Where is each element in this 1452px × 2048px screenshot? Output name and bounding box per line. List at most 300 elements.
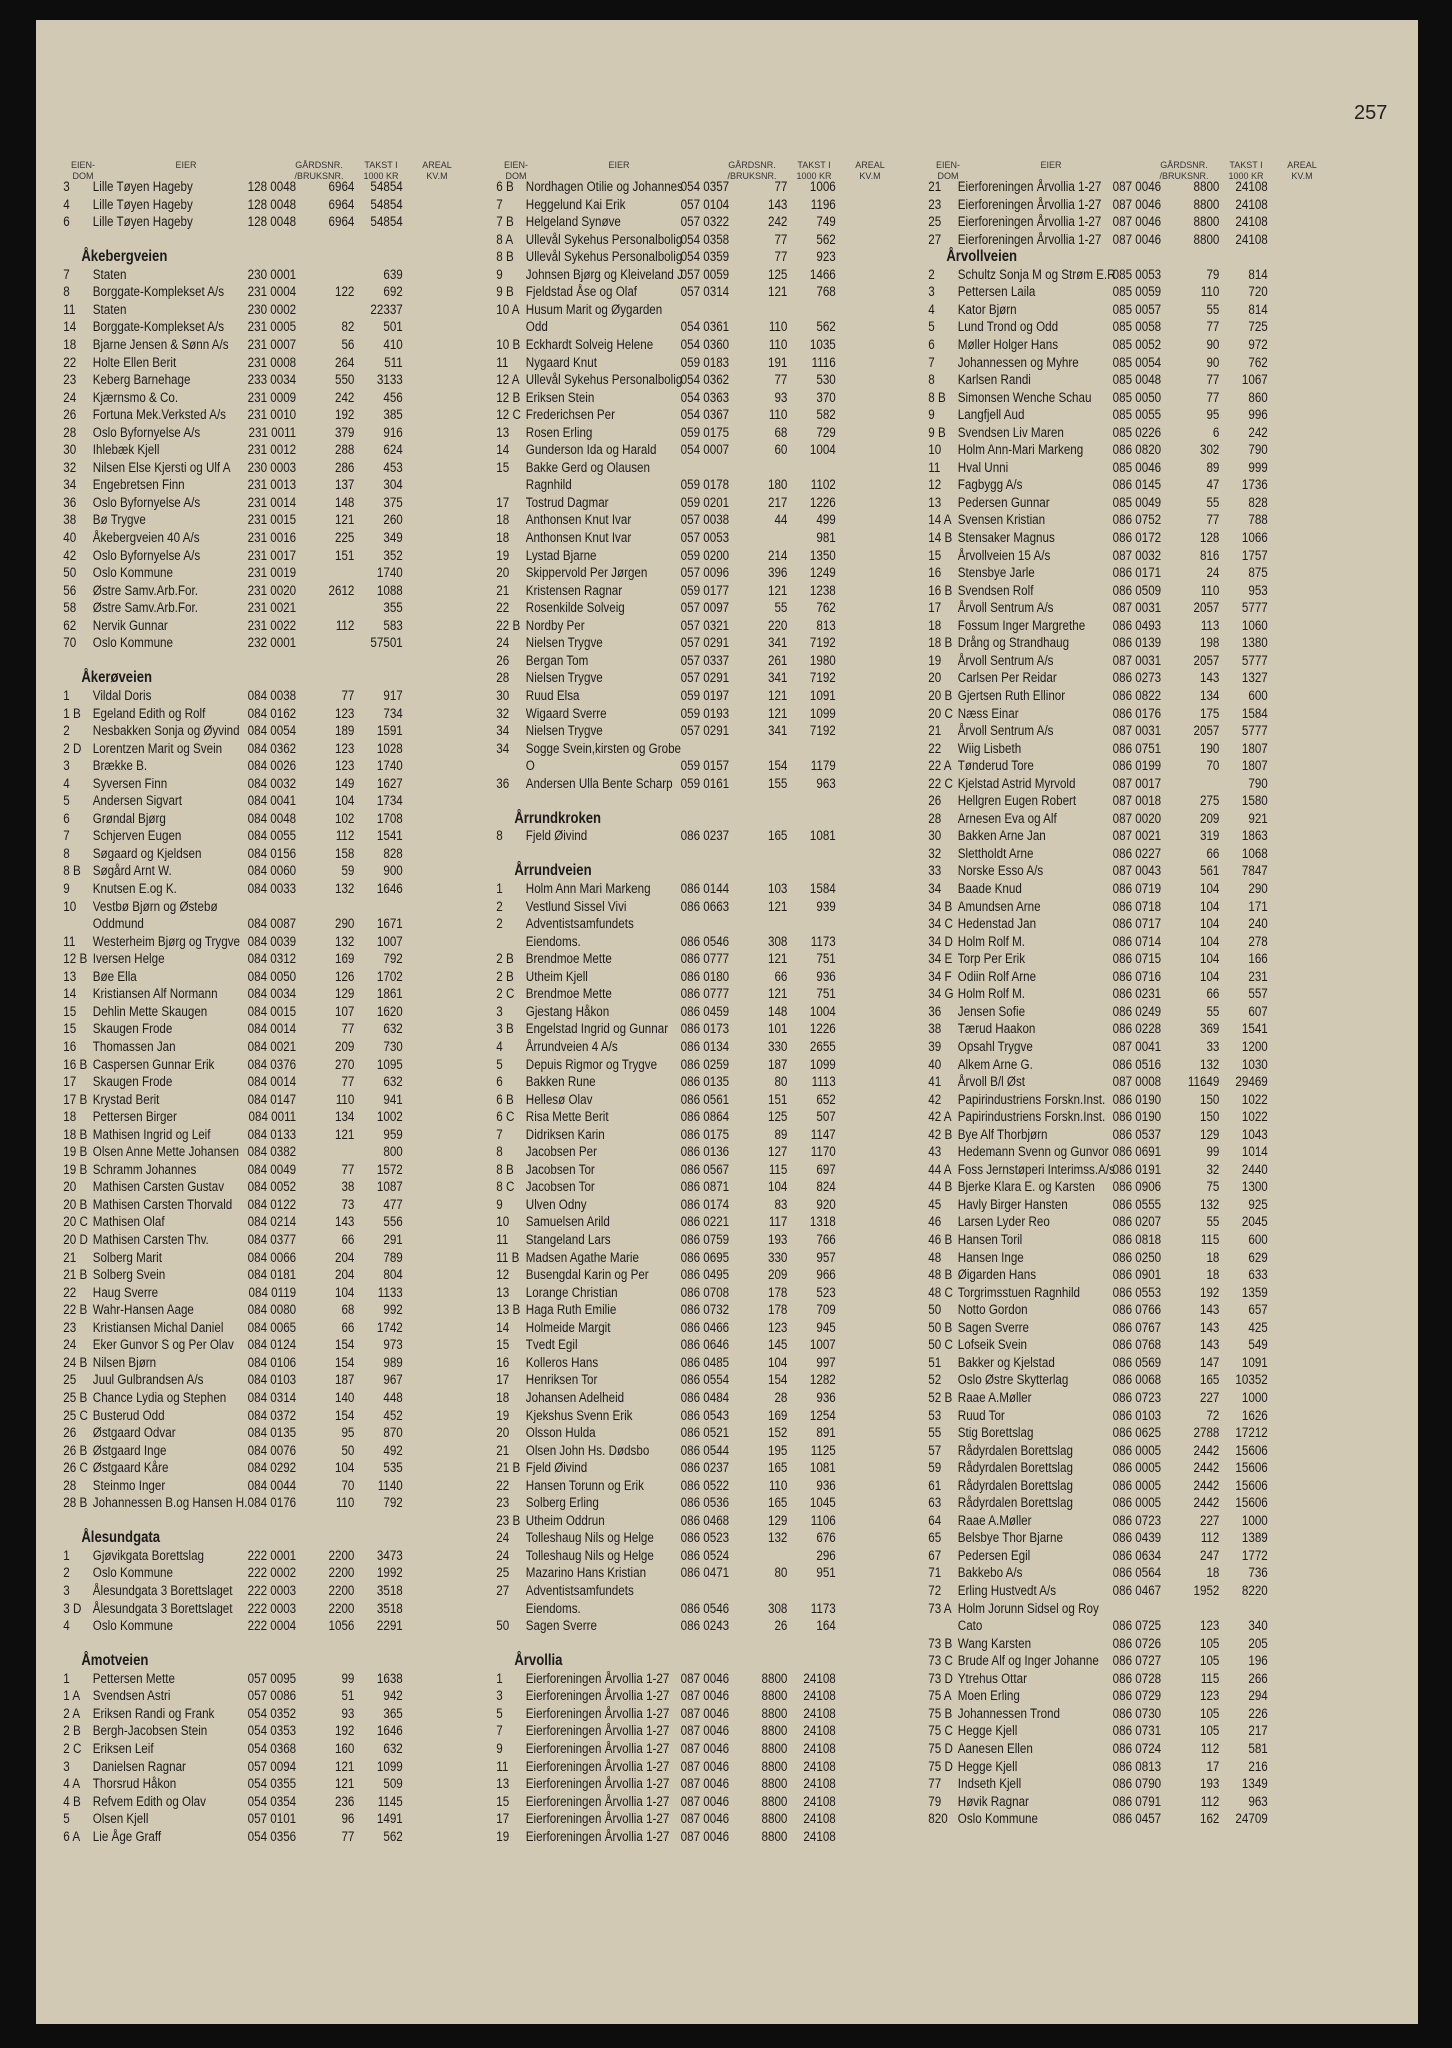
areal-value: 1591 xyxy=(376,723,403,740)
takst-value: 68 xyxy=(774,424,788,441)
takst-value: 155 xyxy=(767,775,788,792)
property-row xyxy=(60,582,445,600)
gardsnr-value: 086 0625 xyxy=(1112,1425,1162,1442)
eiendom-header: EIEN-DOM xyxy=(935,160,960,181)
owner-name: Rådyrdalen Borettslag xyxy=(957,1477,1073,1494)
gardsnr-value: 086 0646 xyxy=(680,1337,730,1354)
property-row xyxy=(60,617,445,635)
areal-value: 1389 xyxy=(1241,1530,1268,1547)
takst-value: 80 xyxy=(774,1074,788,1091)
areal-value: 226 xyxy=(1248,1705,1268,1722)
gardsnr-value: 128 0048 xyxy=(247,179,297,195)
house-number: 21 xyxy=(928,179,942,195)
property-row xyxy=(925,459,1310,477)
house-number: 10 xyxy=(928,442,942,459)
property-row xyxy=(493,196,878,214)
house-number: 4 B xyxy=(63,1793,81,1810)
takst-value: 220 xyxy=(767,617,788,634)
takst-value: 77 xyxy=(341,1161,355,1178)
areal-value: 365 xyxy=(383,1705,403,1722)
owner-name: Sagen Sverre xyxy=(525,1618,597,1635)
property-row xyxy=(493,1038,878,1056)
house-number: 9 B xyxy=(928,424,946,441)
house-number: 42 A xyxy=(928,1109,952,1126)
house-number: 26 C xyxy=(63,1460,88,1477)
owner-name: Borggate-Komplekset A/s xyxy=(92,284,225,301)
house-number: 24 xyxy=(63,1337,77,1354)
gardsnr-value: 086 0730 xyxy=(1112,1705,1162,1722)
takst-value: 134 xyxy=(334,1109,355,1126)
gardsnr-value: 054 0357 xyxy=(680,179,730,195)
takst-value: 151 xyxy=(334,547,355,564)
areal-value: 624 xyxy=(383,442,403,459)
gardsnr-value: 087 0046 xyxy=(1112,196,1162,213)
owner-name: Oslo Kommune xyxy=(92,1565,173,1582)
owner-name: Haug Sverre xyxy=(92,1284,159,1301)
house-number: 21 xyxy=(496,1442,510,1459)
house-number: 75 D xyxy=(928,1740,953,1757)
takst-value: 204 xyxy=(334,1267,355,1284)
takst-value: 121 xyxy=(767,284,788,301)
owner-name: Westerheim Bjørg og Trygve xyxy=(92,933,241,950)
areal-value: 1254 xyxy=(809,1407,836,1424)
areal-value: 730 xyxy=(383,1038,403,1055)
house-number: 10 A xyxy=(496,301,520,318)
property-row xyxy=(925,985,1310,1003)
house-number: 22 xyxy=(63,1284,77,1301)
takst-value: 127 xyxy=(767,1144,788,1161)
property-row xyxy=(493,1266,878,1284)
takst-value: 214 xyxy=(767,547,788,564)
property-row xyxy=(493,1389,878,1407)
gardsnr-value: 085 0052 xyxy=(1112,336,1162,353)
house-number: 34 xyxy=(496,740,510,757)
areal-value: 1068 xyxy=(1241,845,1268,862)
takst-value: 70 xyxy=(341,1477,355,1494)
areal-value: 789 xyxy=(383,1249,403,1266)
takst-value: 8800 xyxy=(1193,214,1220,231)
gardsnr-value: 057 0291 xyxy=(680,635,730,652)
house-number: 14 B xyxy=(928,530,953,546)
owner-name: Stensaker Magnus xyxy=(957,530,1055,546)
owner-name: Høvik Ragnar xyxy=(957,1793,1029,1810)
takst-value: 50 xyxy=(341,1442,355,1459)
owner-name: Nilsen Bjørn xyxy=(92,1354,157,1371)
areal-value: 24108 xyxy=(803,1758,836,1775)
gardsnr-value: 084 0014 xyxy=(247,1074,297,1091)
takst-value: 261 xyxy=(767,652,788,669)
takst-value: 204 xyxy=(334,1249,355,1266)
property-row xyxy=(60,1231,445,1249)
areal-value: 24108 xyxy=(1235,196,1268,213)
takst-value: 193 xyxy=(767,1232,788,1248)
takst-value: 165 xyxy=(767,828,788,845)
gardsnr-value: 086 0228 xyxy=(1112,1021,1162,1038)
takst-value: 8800 xyxy=(761,1670,788,1687)
gardsnr-value: 086 0190 xyxy=(1112,1091,1162,1108)
takst-value: 209 xyxy=(334,1038,355,1055)
house-number: 67 xyxy=(928,1547,942,1564)
gardsnr-value: 086 0777 xyxy=(680,951,730,968)
owner-name: Lie Åge Graff xyxy=(92,1828,162,1845)
takst-value: 8800 xyxy=(761,1793,788,1810)
gardsnr-value: 086 0723 xyxy=(1112,1389,1162,1406)
owner-name: Bakken Arne Jan xyxy=(957,828,1046,845)
gardsnr-value: 054 0363 xyxy=(680,389,730,406)
takst-value: 104 xyxy=(334,1284,355,1301)
areal-value: 966 xyxy=(816,1267,836,1284)
gardsnr-value: 086 0564 xyxy=(1112,1565,1162,1582)
gardsnr-value: 086 0493 xyxy=(1112,617,1162,634)
property-row xyxy=(925,1020,1310,1038)
house-number: 22 xyxy=(496,600,510,617)
takst-value: 8800 xyxy=(1193,196,1220,213)
property-row xyxy=(493,424,878,442)
property-row xyxy=(925,178,1310,196)
house-number: 12 B xyxy=(63,951,88,968)
house-number: 2 A xyxy=(63,1705,81,1722)
owner-name: Gjestang Håkon xyxy=(525,1003,610,1020)
areal-value: 790 xyxy=(1248,775,1268,792)
areal-value: 581 xyxy=(1248,1740,1268,1757)
house-number: 34 B xyxy=(928,898,953,915)
property-row xyxy=(60,1670,445,1688)
gardsnr-value: 085 0046 xyxy=(1112,459,1162,476)
property-row xyxy=(493,1442,878,1460)
owner-name: Eierforeningen Årvollia 1-27 xyxy=(525,1688,670,1705)
property-row xyxy=(925,1143,1310,1161)
gardsnr-value: 230 0003 xyxy=(247,459,297,476)
takst-value: 2200 xyxy=(328,1547,355,1564)
house-number: 27 xyxy=(496,1583,510,1599)
owner-name: Refvem Edith og Olav xyxy=(92,1793,206,1810)
owner-name: Ytrehus Ottar xyxy=(957,1670,1027,1687)
property-row xyxy=(493,1231,878,1249)
gardsnr-value: 084 0119 xyxy=(248,1284,297,1301)
owner-name: Hegge Kjell xyxy=(957,1723,1018,1740)
owner-name: Ullevål Sykehus Personalbolig xyxy=(525,231,683,248)
gardsnr-value: 086 0521 xyxy=(680,1425,730,1442)
areal-value: 171 xyxy=(1248,898,1268,915)
areal-value: 1067 xyxy=(1241,372,1268,389)
areal-value: 509 xyxy=(383,1776,403,1793)
areal-value: 15606 xyxy=(1235,1495,1268,1512)
takst-value: 112 xyxy=(1200,1530,1220,1547)
property-row xyxy=(60,705,445,723)
house-number: 8 xyxy=(496,1144,503,1161)
house-number: 3 xyxy=(63,758,70,775)
house-number: 7 xyxy=(496,196,503,213)
gardsnr-value: 059 0178 xyxy=(680,477,730,494)
house-number: 52 xyxy=(928,1372,942,1389)
gardsnr-value: 084 0292 xyxy=(247,1460,297,1477)
owner-name: Østgaard Odvar xyxy=(92,1425,176,1442)
gardsnr-value: 059 0201 xyxy=(680,494,730,511)
takst-value: 1952 xyxy=(1193,1583,1220,1599)
owner-name: Tostrud Dagmar xyxy=(525,494,609,511)
street-name: Ålesundgata xyxy=(81,1529,161,1547)
property-row xyxy=(60,634,445,652)
property-row xyxy=(60,915,445,933)
property-row xyxy=(60,880,445,898)
house-number: 30 xyxy=(928,828,942,845)
owner-name: Ragnhild xyxy=(525,477,572,494)
takst-value: 290 xyxy=(334,916,355,933)
areal-value: 1740 xyxy=(376,758,403,775)
gardsnr-value: 086 0134 xyxy=(680,1038,730,1055)
house-number: 18 xyxy=(496,512,510,529)
takst-value: 6964 xyxy=(328,179,355,195)
gardsnr-value: 222 0003 xyxy=(247,1583,297,1599)
takst-value: 225 xyxy=(334,530,355,546)
takst-value: 66 xyxy=(1206,986,1220,1003)
takst-header: TAKST I 1000 KR xyxy=(796,160,832,181)
property-row xyxy=(925,617,1310,635)
gardsnr-value: 059 0161 xyxy=(680,775,730,792)
takst-value: 96 xyxy=(341,1811,355,1828)
gardsnr-value: 057 0053 xyxy=(680,530,730,546)
owner-name: Opsahl Trygve xyxy=(957,1038,1033,1055)
gardsnr-value: 084 0382 xyxy=(247,1144,297,1161)
takst-header: TAKST I 1000 KR xyxy=(363,160,399,181)
takst-header: TAKST I 1000 KR xyxy=(1228,160,1264,181)
gardsnr-value: 086 0180 xyxy=(680,968,730,985)
areal-value: 951 xyxy=(816,1565,836,1582)
areal-value: 355 xyxy=(383,600,403,617)
areal-value: 1000 xyxy=(1241,1512,1268,1529)
gardsnr-value: 086 0708 xyxy=(680,1284,730,1301)
property-row xyxy=(60,318,445,336)
property-row xyxy=(493,687,878,705)
areal-value: 1043 xyxy=(1241,1126,1268,1143)
takst-value: 8800 xyxy=(761,1811,788,1828)
gardsnr-value: 086 0103 xyxy=(1112,1407,1162,1424)
gardsnr-value: 086 0250 xyxy=(1112,1249,1162,1266)
areal-value: 989 xyxy=(383,1354,403,1371)
owner-name: Tærud Haakon xyxy=(957,1021,1036,1038)
property-row xyxy=(925,1442,1310,1460)
property-row xyxy=(493,898,878,916)
takst-value: 77 xyxy=(774,249,788,266)
owner-name: Eierforeningen Årvollia 1-27 xyxy=(525,1723,670,1740)
owner-name: Eierforeningen Årvollia 1-27 xyxy=(525,1670,670,1687)
owner-name: Nilsen Else Kjersti og Ulf A xyxy=(92,459,231,476)
house-number: 3 xyxy=(928,284,935,301)
property-row xyxy=(493,1722,878,1740)
owner-name: Ruud Elsa xyxy=(525,687,580,704)
takst-value: 112 xyxy=(1200,1740,1220,1757)
gardsnr-value: 057 0314 xyxy=(680,284,730,301)
house-number: 20 C xyxy=(63,1214,88,1231)
property-row xyxy=(493,880,878,898)
owner-name: Fjeldstad Åse og Olaf xyxy=(525,284,638,301)
takst-value: 66 xyxy=(341,1232,355,1248)
owner-name: Solberg Svein xyxy=(92,1267,166,1284)
owner-name: Eierforeningen Årvollia 1-27 xyxy=(525,1740,670,1757)
owner-name: Østgaard Kåre xyxy=(92,1460,169,1477)
owner-name: Krystad Berit xyxy=(92,1091,160,1108)
owner-name: Svendsen Astri xyxy=(92,1688,171,1705)
gardsnr-header: GÅRDSNR. /BRUKSNR. xyxy=(727,160,777,181)
areal-value: 1004 xyxy=(809,1003,836,1020)
house-number: 22 B xyxy=(63,1302,88,1319)
takst-value: 105 xyxy=(1199,1653,1220,1670)
gardsnr-value: 086 0509 xyxy=(1112,582,1162,599)
gardsnr-value: 059 0200 xyxy=(680,547,730,564)
areal-value: 1087 xyxy=(376,1179,403,1196)
house-number: 28 xyxy=(928,810,942,827)
owner-name: Steinmo Inger xyxy=(92,1477,166,1494)
gardsnr-value: 084 0122 xyxy=(247,1196,297,1213)
house-number: 13 xyxy=(496,1776,510,1793)
takst-value: 113 xyxy=(1200,617,1220,634)
gardsnr-value: 233 0034 xyxy=(247,372,297,389)
areal-value: 1007 xyxy=(376,933,403,950)
house-number: 21 B xyxy=(496,1460,521,1477)
gardsnr-value: 230 0001 xyxy=(247,266,297,283)
property-row xyxy=(493,1003,878,1021)
owner-name: Ihlebæk Kjell xyxy=(92,442,160,459)
property-row xyxy=(925,1196,1310,1214)
areal-value: 164 xyxy=(816,1618,836,1635)
gardsnr-value: 086 0715 xyxy=(1112,951,1162,968)
property-row xyxy=(493,1670,878,1688)
areal-value: 941 xyxy=(383,1091,403,1108)
house-number: 5 xyxy=(928,319,935,336)
owner-name: Hval Unni xyxy=(957,459,1009,476)
takst-value: 162 xyxy=(1199,1811,1220,1828)
gardsnr-value: 086 0136 xyxy=(680,1144,730,1161)
property-row xyxy=(925,1635,1310,1653)
takst-value: 123 xyxy=(1199,1688,1220,1705)
takst-value: 110 xyxy=(1200,582,1220,599)
house-number: 11 B xyxy=(496,1249,520,1266)
house-number: 73 A xyxy=(928,1600,952,1617)
property-row xyxy=(925,231,1310,249)
house-number: 36 xyxy=(496,775,510,792)
gardsnr-value: 085 0049 xyxy=(1112,494,1162,511)
gardsnr-value: 086 0546 xyxy=(680,933,730,950)
house-number: 34 G xyxy=(928,986,954,1003)
gardsnr-value: 231 0009 xyxy=(247,389,297,406)
house-number: 44 B xyxy=(928,1179,953,1196)
property-row xyxy=(60,231,445,249)
house-number: 75 C xyxy=(928,1723,953,1740)
owner-name: Engelstad Ingrid og Gunnar xyxy=(525,1021,669,1038)
owner-name: Rådyrdalen Borettslag xyxy=(957,1495,1073,1512)
house-number: 17 xyxy=(496,494,510,511)
property-row xyxy=(60,283,445,301)
areal-value: 2045 xyxy=(1241,1214,1268,1231)
owner-name: Langfjell Aud xyxy=(957,407,1025,424)
gardsnr-value: 085 0058 xyxy=(1112,319,1162,336)
owner-name: Rådyrdalen Borettslag xyxy=(957,1442,1073,1459)
takst-value: 198 xyxy=(1199,635,1220,652)
house-number: 12 B xyxy=(496,389,521,406)
takst-value: 105 xyxy=(1199,1723,1220,1740)
house-number: 11 xyxy=(63,301,76,318)
gardsnr-value: 086 0190 xyxy=(1112,1109,1162,1126)
areal-value: 1626 xyxy=(1241,1407,1268,1424)
takst-value: 6 xyxy=(1212,424,1220,441)
property-row xyxy=(925,1740,1310,1758)
property-row xyxy=(60,1056,445,1074)
property-row xyxy=(493,441,878,459)
takst-value: 83 xyxy=(774,1196,788,1213)
property-row xyxy=(60,1600,445,1618)
property-row xyxy=(925,862,1310,880)
takst-value: 60 xyxy=(774,442,788,459)
areal-value: 296 xyxy=(816,1547,836,1564)
takst-value: 104 xyxy=(1199,933,1220,950)
areal-value: 3473 xyxy=(376,1547,403,1564)
takst-value: 125 xyxy=(767,1109,788,1126)
house-number: 50 C xyxy=(928,1337,953,1354)
property-row xyxy=(925,599,1310,617)
house-number: 2 xyxy=(63,723,70,740)
areal-value: 1580 xyxy=(1241,793,1268,810)
property-row xyxy=(493,213,878,231)
areal-value: 1173 xyxy=(810,933,836,950)
house-number: 12 xyxy=(928,477,942,494)
owner-name: Rosen Erling xyxy=(525,424,593,441)
house-number: 6 C xyxy=(496,1109,515,1126)
property-row xyxy=(925,213,1310,231)
areal-value: 632 xyxy=(383,1074,403,1091)
takst-value: 8800 xyxy=(761,1688,788,1705)
gardsnr-value: 086 0199 xyxy=(1112,758,1162,775)
areal-value: 1627 xyxy=(376,775,403,792)
takst-value: 209 xyxy=(1199,810,1220,827)
house-number: 19 xyxy=(496,547,510,564)
house-number: 50 xyxy=(496,1618,510,1635)
house-number: 14 xyxy=(63,319,77,336)
areal-value: 24108 xyxy=(1235,231,1268,248)
areal-value: 768 xyxy=(816,284,836,301)
property-row xyxy=(493,1371,878,1389)
property-row xyxy=(60,1547,445,1565)
areal-value: 7847 xyxy=(1241,863,1268,880)
gardsnr-value: 231 0012 xyxy=(247,442,297,459)
property-row xyxy=(925,1336,1310,1354)
house-number: 18 B xyxy=(63,1126,88,1143)
house-number: 22 xyxy=(928,740,942,757)
takst-value: 102 xyxy=(334,810,355,827)
property-row xyxy=(60,1301,445,1319)
areal-value: 530 xyxy=(816,372,836,389)
property-row xyxy=(925,669,1310,687)
house-number: 20 D xyxy=(63,1232,88,1248)
house-number: 12 xyxy=(496,1267,510,1284)
house-number: 7 xyxy=(496,1723,503,1740)
owner-name: Johannessen Trond xyxy=(957,1705,1060,1722)
owner-name: Møller Holger Hans xyxy=(957,336,1059,353)
owner-name: Årvoll Sentrum A/s xyxy=(957,600,1054,617)
takst-value: 2200 xyxy=(328,1583,355,1599)
property-row xyxy=(925,757,1310,775)
gardsnr-value: 086 0537 xyxy=(1112,1126,1162,1143)
areal-value: 2440 xyxy=(1241,1161,1268,1178)
takst-value: 236 xyxy=(334,1793,355,1810)
gardsnr-value: 086 0207 xyxy=(1112,1214,1162,1231)
takst-value: 93 xyxy=(341,1705,355,1722)
house-number: 8 B xyxy=(496,249,514,266)
owner-name: Lille Tøyen Hageby xyxy=(92,214,193,231)
owner-name: Eiendoms. xyxy=(525,933,581,950)
property-row xyxy=(493,1687,878,1705)
areal-value: 1300 xyxy=(1241,1179,1268,1196)
property-row xyxy=(925,1758,1310,1776)
